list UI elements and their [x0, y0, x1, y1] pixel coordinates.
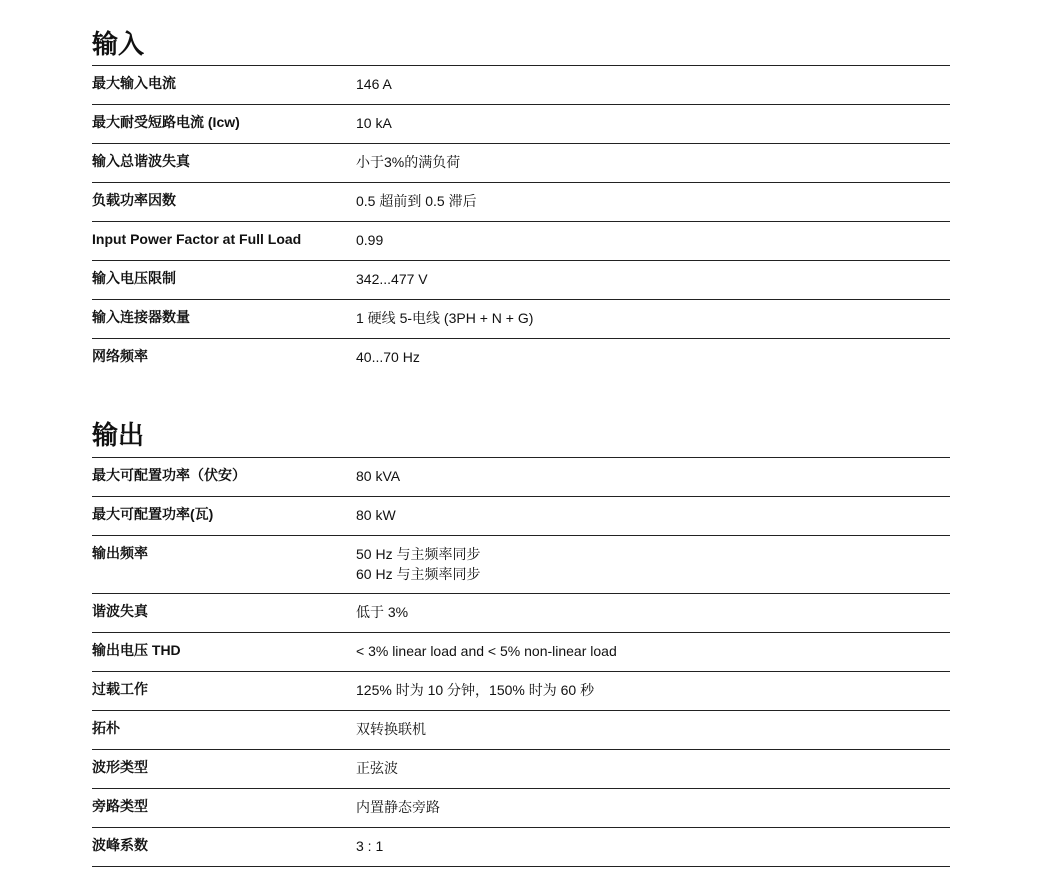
spec-label: 最大输入电流: [92, 75, 176, 91]
spec-value: 小于3%的满负荷: [356, 154, 461, 170]
spec-label: 最大可配置功率(瓦): [92, 506, 214, 522]
spec-row: [92, 183, 950, 222]
spec-label: Input Power Factor at Full Load: [92, 231, 302, 247]
spec-value: 146 A: [356, 76, 392, 92]
spec-value: 内置静态旁路: [356, 799, 440, 815]
spec-value: 低于 3%: [356, 604, 409, 620]
spec-value: 80 kVA: [356, 468, 401, 484]
spec-row: [92, 750, 950, 789]
spec-label: 输出频率: [92, 545, 148, 561]
spec-value: 80 kW: [356, 507, 396, 523]
spec-label: 拓朴: [92, 720, 120, 736]
spec-row: [92, 261, 950, 300]
spec-value: 10 kA: [356, 115, 392, 131]
spec-label: 旁路类型: [92, 798, 148, 814]
spec-value-line: 50 Hz 与主频率同步: [356, 546, 481, 562]
spec-value: 1 硬线 5-电线 (3PH + N + G): [356, 310, 534, 326]
spec-row: [92, 458, 950, 497]
spec-label: 波峰系数: [92, 837, 148, 853]
spec-label: 谐波失真: [92, 603, 148, 619]
spec-value: 正弦波: [356, 760, 398, 776]
spec-row: [92, 828, 950, 867]
spec-row: [92, 672, 950, 711]
section-title-input: 输入: [92, 0, 950, 66]
spec-label: 波形类型: [92, 759, 148, 775]
spec-label: 输出电压 THD: [92, 642, 181, 658]
spec-label: 负载功率因数: [92, 192, 176, 208]
spec-label: 输入电压限制: [92, 270, 176, 286]
spec-row: [92, 339, 950, 378]
spec-row: [92, 711, 950, 750]
spec-row: [92, 66, 950, 105]
spec-value: 125% 时为 10 分钟，150% 时为 60 秒: [356, 682, 595, 698]
spec-value-line: 60 Hz 与主频率同步: [356, 566, 481, 582]
spec-value: 0.99: [356, 232, 384, 248]
spec-row: [92, 594, 950, 633]
spec-label: 过载工作: [92, 681, 148, 697]
spec-value: < 3% linear load and < 5% non-linear load: [356, 643, 617, 659]
spec-row: [92, 300, 950, 339]
spec-row: [92, 497, 950, 536]
spec-sheet: [92, 0, 950, 867]
spec-label: 输入连接器数量: [92, 309, 190, 325]
spec-value: 3 : 1: [356, 838, 384, 854]
spec-value: [356, 543, 950, 585]
spec-label: 最大可配置功率（伏安）: [92, 467, 246, 483]
spec-row: [92, 105, 950, 144]
spec-label: 网络频率: [92, 348, 148, 364]
spec-label: 输入总谐波失真: [92, 153, 190, 169]
section-title-output: 输出: [92, 397, 950, 458]
spec-value: 双转换联机: [356, 721, 426, 737]
spec-label: 最大耐受短路电流 (Icw): [92, 114, 240, 130]
spec-value: 40...70 Hz: [356, 349, 420, 365]
spec-value: 0.5 超前到 0.5 滞后: [356, 193, 477, 209]
spec-row: [92, 633, 950, 672]
spec-value: 342...477 V: [356, 271, 428, 287]
spec-row: [92, 789, 950, 828]
spec-row: [92, 222, 950, 261]
spec-row: [92, 144, 950, 183]
spec-row: [92, 536, 950, 594]
